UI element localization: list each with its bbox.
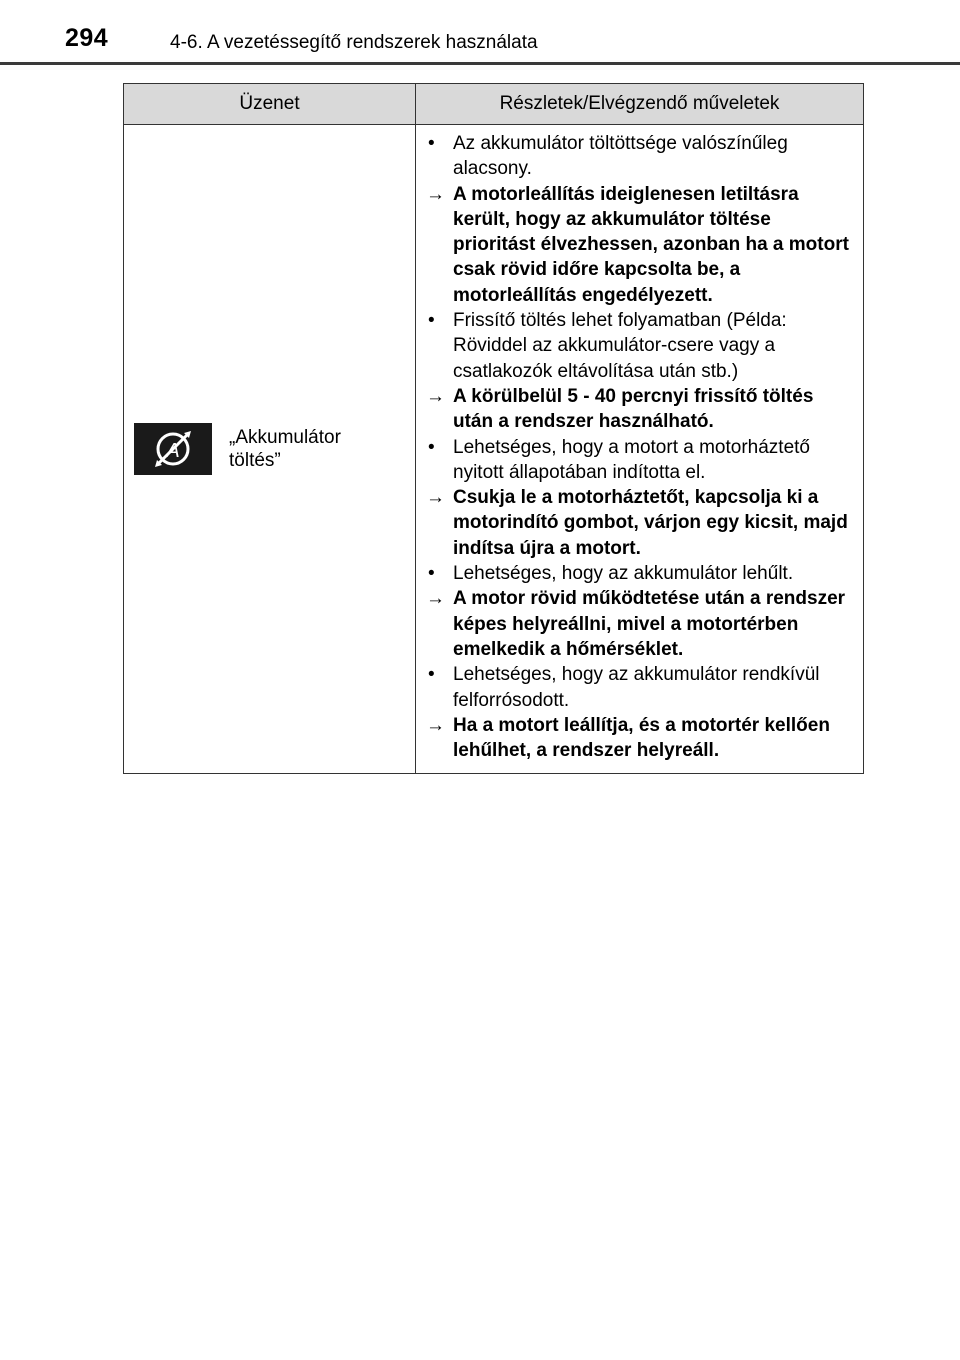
arrow-marker: → [426, 487, 445, 509]
list-item [426, 384, 849, 435]
table-header-row [124, 84, 864, 125]
bullet-marker: • [428, 436, 435, 458]
list-item-text: Csukja le a motorháztetőt, kapcsolja ki a motorindító gombot, várjon egy kicsit, majd indítsa újra a motort. [453, 487, 848, 559]
bullet-marker: • [428, 133, 435, 154]
list-item-text: Ha a motort leállítja, és a motortér kellően lehűlhet, a rendszer helyreáll. [453, 714, 830, 762]
bullet-marker: • [428, 664, 435, 686]
list-item-text: Az akkumulátor töltöttsége valószínűleg alacsony. [453, 133, 788, 180]
table-row [124, 125, 864, 774]
list-item-text: A motor rövid működtetése után a rendszer képes helyreállni, mivel a motortérben emelkedik a hőmérséklet. [453, 588, 846, 660]
list-item [426, 586, 849, 662]
list-item [426, 435, 849, 486]
message-table [123, 83, 864, 774]
column-header-details: Részletek/Elvégzendő műveletek [416, 84, 864, 125]
header-divider [0, 62, 960, 65]
message-line: töltés” [229, 450, 281, 472]
battery-charge-warning-icon [134, 423, 212, 475]
list-item [426, 308, 849, 384]
list-item-text: A motorleállítás ideiglenesen letiltásra került, hogy az akkumulátor töltése prioritást élvezhessen, azonban ha a motort csak rövid időre kapcsolta be, a motorleállítás engedélyezett. [453, 183, 849, 306]
list-item [426, 182, 849, 308]
list-item-text: Lehetséges, hogy az akkumulátor lehűlt. [453, 563, 794, 585]
page-header [0, 0, 960, 70]
arrow-marker: → [426, 385, 445, 407]
list-item [426, 561, 849, 586]
column-header-message: Üzenet [124, 84, 416, 125]
list-item-text: A körülbelül 5 - 40 percnyi frissítő töltés után a rendszer használható. [453, 385, 814, 433]
message-line: „Akkumulátor [229, 427, 341, 449]
arrow-marker: → [426, 588, 445, 610]
details-cell [416, 125, 864, 774]
list-item-text: Frissítő töltés lehet folyamatban (Példa: Röviddel az akkumulátor-csere vagy a csatlakozók eltávolítása után stb.) [453, 310, 787, 382]
list-item-text: Lehetséges, hogy a motort a motorháztető nyitott állapotában indította el. [453, 436, 810, 483]
arrow-marker: → [426, 183, 445, 205]
list-item [426, 713, 849, 764]
svg-text:A: A [166, 440, 180, 463]
section-title: 4-6. A vezetéssegítő rendszerek használata [170, 32, 538, 53]
page-number: 294 [65, 24, 109, 52]
bullet-marker: • [428, 563, 435, 585]
list-item-text: Lehetséges, hogy az akkumulátor rendkívül felforrósodott. [453, 664, 820, 711]
bullet-marker: • [428, 310, 435, 332]
arrow-marker: → [426, 714, 445, 736]
message-label [229, 426, 379, 472]
list-item [426, 662, 849, 713]
list-item [426, 485, 849, 561]
list-item [426, 131, 849, 182]
message-cell [124, 125, 416, 774]
